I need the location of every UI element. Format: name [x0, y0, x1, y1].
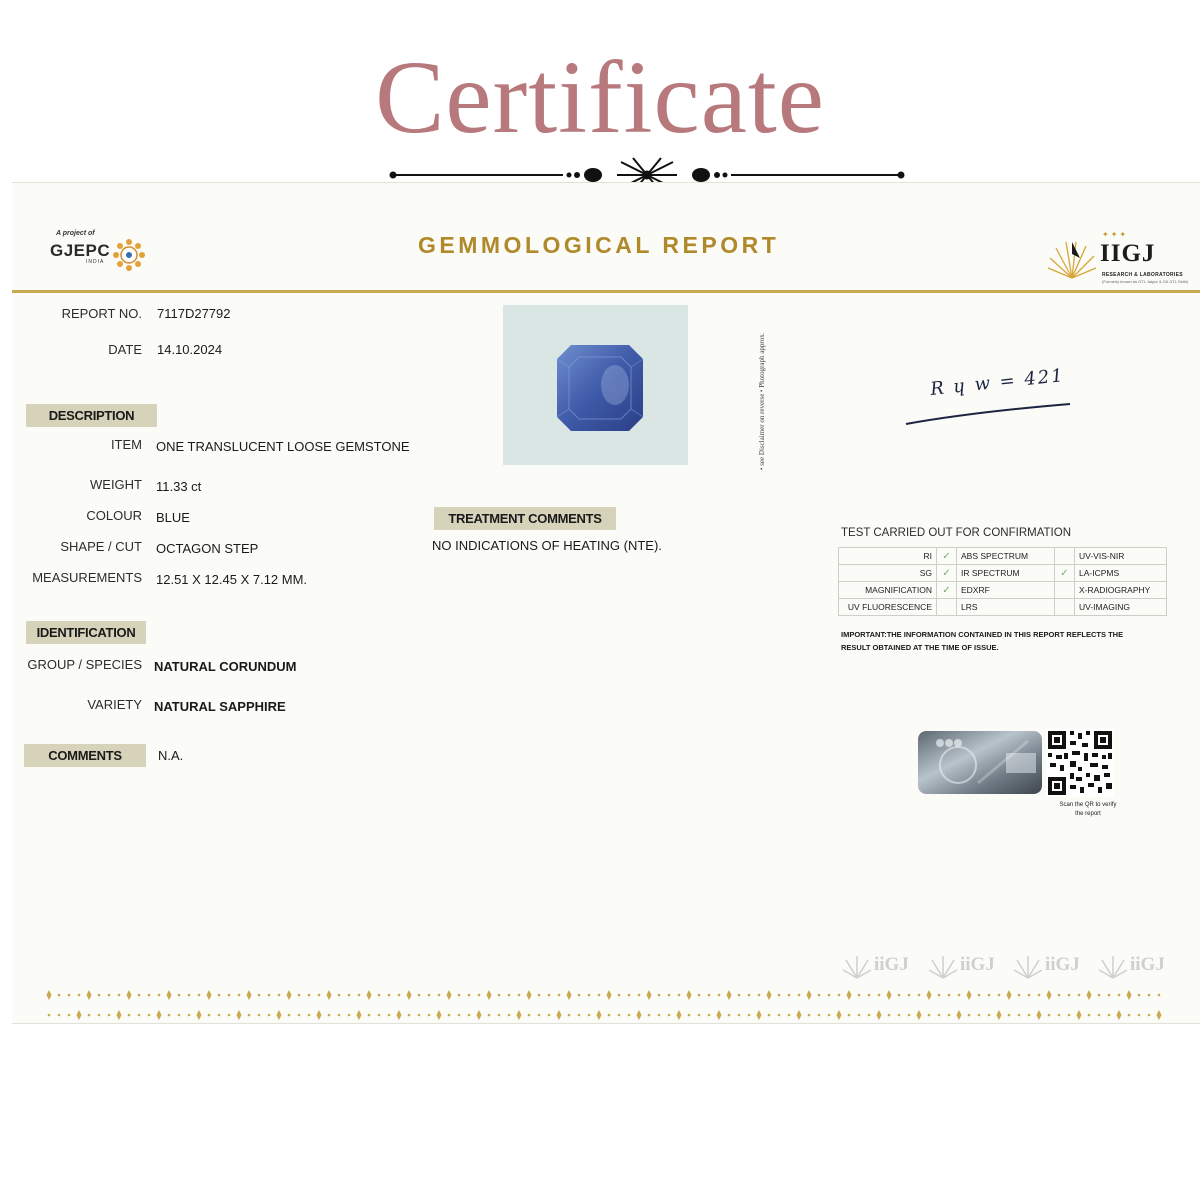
- iigj-subtitle: RESEARCH & LABORATORIES: [1102, 272, 1183, 278]
- iigj-logo: [1046, 230, 1200, 292]
- test-cell: UV-IMAGING: [1075, 599, 1167, 616]
- gjepc-logo: [48, 228, 158, 274]
- report-title: GEMMOLOGICAL REPORT: [418, 232, 780, 258]
- watermark-starburst-icon: [1013, 954, 1043, 980]
- item-value: ONE TRANSLUCENT LOOSE GEMSTONE: [156, 439, 410, 454]
- watermark-text: iiGJ: [874, 954, 909, 975]
- description-heading: DESCRIPTION: [26, 404, 157, 427]
- measurements-label: MEASUREMENTS: [32, 570, 142, 585]
- iigj-stars-icon: ✦✦✦: [1102, 230, 1129, 239]
- tests-table: [838, 547, 1167, 616]
- date-value: 14.10.2024: [157, 342, 223, 357]
- test-cell: ABS SPECTRUM: [957, 548, 1055, 565]
- hologram-seal: [918, 731, 1042, 794]
- test-cell: SG: [839, 565, 937, 582]
- watermark-starburst-icon: [928, 954, 958, 980]
- watermark-starburst-icon: [1098, 954, 1128, 980]
- report-no-label: REPORT NO.: [61, 306, 142, 321]
- report-no-value: 7117D27792: [157, 306, 231, 321]
- comments-heading: COMMENTS: [24, 744, 146, 767]
- colour-label: COLOUR: [86, 508, 142, 523]
- measurements-value: 12.51 X 12.45 X 7.12 MM.: [156, 572, 308, 587]
- hologram-icon: [918, 731, 1042, 794]
- group-species-label: GROUP / SPECIES: [27, 657, 142, 672]
- photo-disclaimer: • see Disclaimer on reverse • Photograph approx.: [758, 332, 766, 470]
- check-icon: ✓: [937, 582, 957, 599]
- gjepc-emblem-icon: [112, 238, 146, 272]
- treatment-value: NO INDICATIONS OF HEATING (NTE).: [432, 538, 662, 553]
- gemstone-photo: [503, 305, 688, 465]
- shape-cut-label: SHAPE / CUT: [60, 539, 142, 554]
- check-icon: ✓: [937, 548, 957, 565]
- comments-value: N.A.: [158, 748, 184, 763]
- table-row: [839, 565, 1167, 582]
- check-icon: [937, 599, 957, 616]
- check-icon: [1055, 582, 1075, 599]
- header-divider: [12, 290, 1200, 293]
- test-cell: UV-VIS-NIR: [1075, 548, 1167, 565]
- group-species-value: NATURAL CORUNDUM: [154, 659, 297, 674]
- iigj-wordmark: IIGJ: [1100, 240, 1156, 267]
- check-icon: [1055, 599, 1075, 616]
- test-cell: IR SPECTRUM: [957, 565, 1055, 582]
- gjepc-country: INDIA: [86, 259, 105, 265]
- watermark-text: iiGJ: [1045, 954, 1080, 975]
- colour-value: BLUE: [156, 510, 190, 525]
- item-label: ITEM: [110, 437, 142, 452]
- watermark-logo: [1013, 952, 1095, 982]
- identification-heading: IDENTIFICATION: [26, 621, 146, 644]
- sapphire-stone-icon: [503, 305, 688, 465]
- table-row: [839, 582, 1167, 599]
- test-cell: LA-ICPMS: [1075, 565, 1167, 582]
- watermark-text: iiGJ: [1130, 954, 1165, 975]
- test-cell: LRS: [957, 599, 1055, 616]
- iigj-note: (Formerly known as GTL Jaipur & GII GTL Delhi): [1102, 279, 1189, 284]
- check-icon: [1055, 548, 1075, 565]
- test-cell: X-RADIOGRAPHY: [1075, 582, 1167, 599]
- qr-caption: Scan the QR to verify the report: [1059, 802, 1117, 817]
- watermark-logo: [842, 952, 924, 982]
- qr-code-icon[interactable]: [1046, 729, 1114, 797]
- test-cell: RI: [839, 548, 937, 565]
- gjepc-wordmark: GJEPC: [50, 241, 111, 260]
- variety-value: NATURAL SAPPHIRE: [154, 699, 286, 714]
- handwritten-note: R ɥ w = 421: [929, 365, 1066, 400]
- shape-cut-value: OCTAGON STEP: [156, 541, 259, 556]
- certificate-title: Certificate: [375, 40, 825, 155]
- important-note: IMPORTANT:THE INFORMATION CONTAINED IN THIS REPORT REFLECTS THE RESULT OBTAINED AT THE TIME OF ISSUE.: [841, 630, 1124, 652]
- gold-dot-border-icon: [44, 1009, 1172, 1021]
- gold-dot-border-icon: [44, 989, 1172, 1001]
- watermark-starburst-icon: [842, 954, 872, 980]
- watermark-logo: [928, 952, 1010, 982]
- check-icon: ✓: [1055, 565, 1075, 582]
- handwritten-underline-icon: [902, 398, 1074, 428]
- test-cell: MAGNIFICATION: [839, 582, 937, 599]
- table-row: [839, 599, 1167, 616]
- check-icon: ✓: [937, 565, 957, 582]
- variety-label: VARIETY: [87, 697, 142, 712]
- test-cell: UV FLUORESCENCE: [839, 599, 937, 616]
- weight-label: WEIGHT: [90, 477, 142, 492]
- weight-value: 11.33 ct: [156, 479, 202, 494]
- watermark-logo: [1098, 952, 1180, 982]
- tests-heading: TEST CARRIED OUT FOR CONFIRMATION: [841, 527, 1072, 539]
- test-cell: EDXRF: [957, 582, 1055, 599]
- iigj-starburst-icon: [1046, 238, 1098, 282]
- watermark-text: iiGJ: [960, 954, 995, 975]
- table-row: [839, 548, 1167, 565]
- treatment-heading: TREATMENT COMMENTS: [434, 507, 616, 530]
- project-of-text: A project of: [56, 230, 95, 237]
- date-label: DATE: [108, 342, 142, 357]
